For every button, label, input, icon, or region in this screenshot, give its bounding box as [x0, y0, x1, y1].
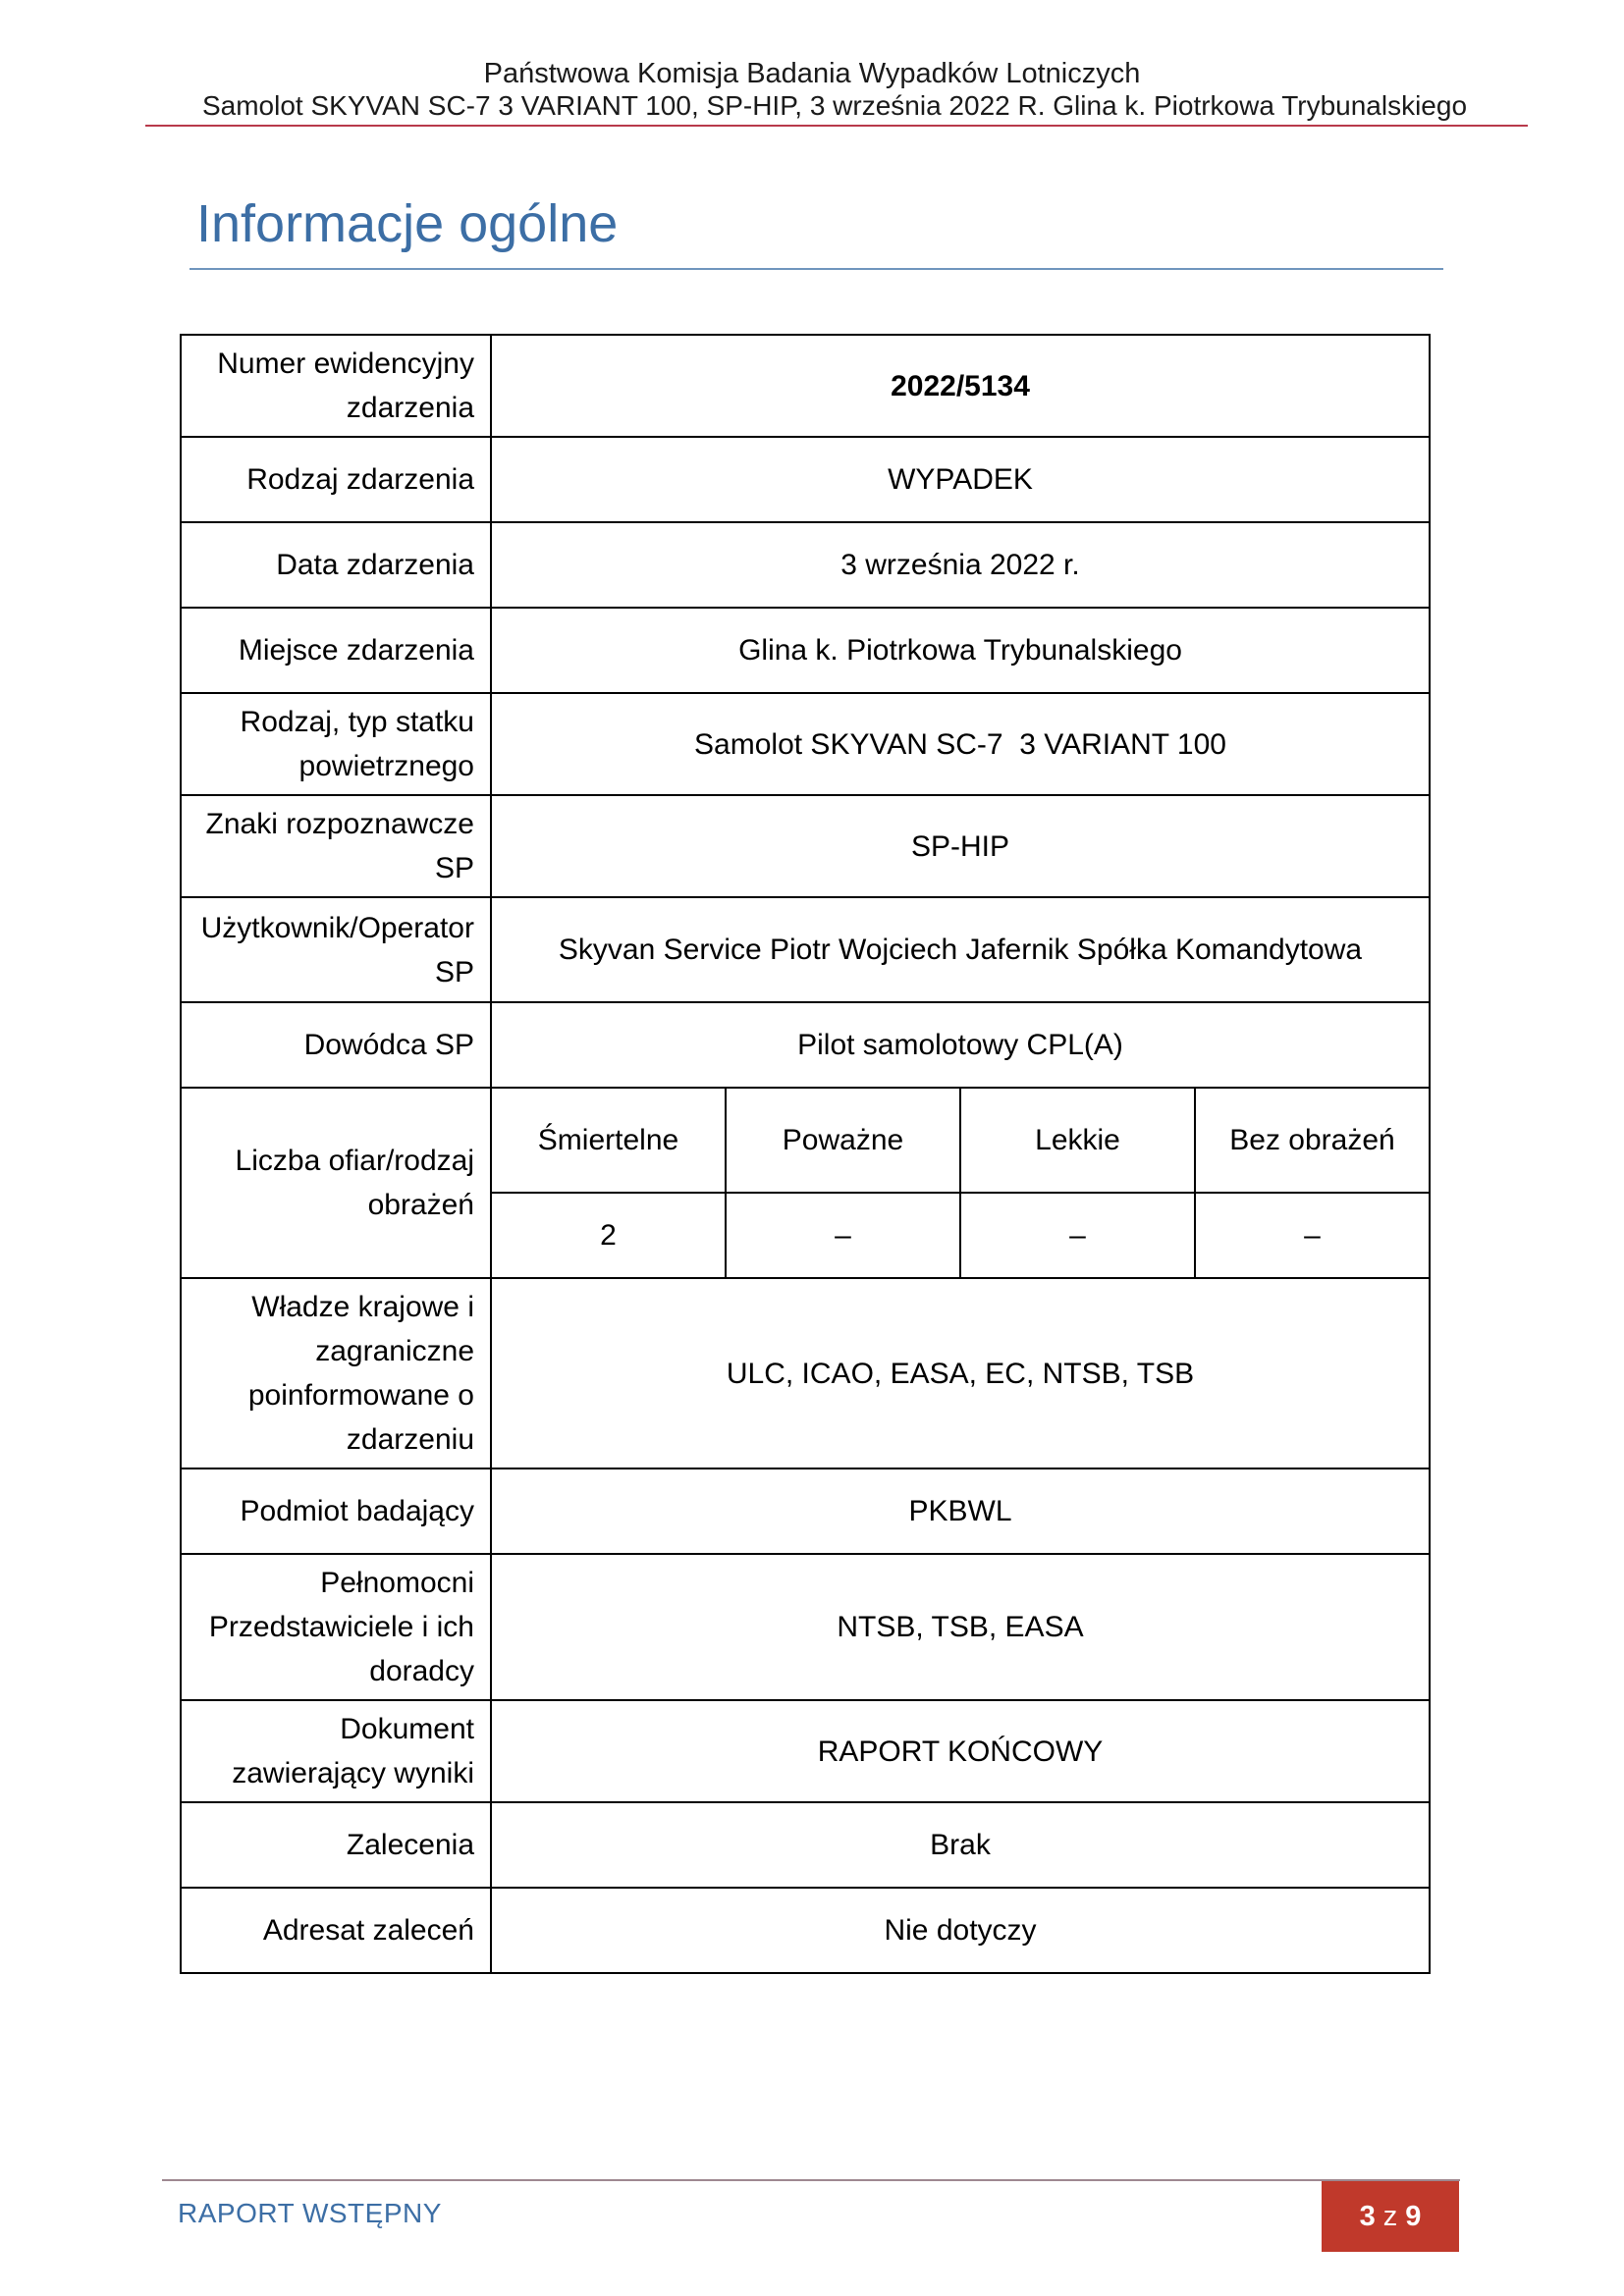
row-label: Podmiot badający [181, 1468, 491, 1554]
row-value: Nie dotyczy [491, 1888, 1430, 1973]
row-label: Adresat zaleceń [181, 1888, 491, 1973]
row-value: RAPORT KOŃCOWY [491, 1700, 1430, 1802]
row-label: Władze krajowe i zagraniczne poinformowane o zdarzeniu [181, 1278, 491, 1468]
row-value: SP-HIP [491, 795, 1430, 897]
row-value-event-number: 2022/5134 [491, 335, 1430, 437]
row-label: Numer ewidencyjny zdarzenia [181, 335, 491, 437]
row-label: Użytkownik/Operator SP [181, 897, 491, 1002]
table-row [181, 335, 1430, 437]
row-value: ULC, ICAO, EASA, EC, NTSB, TSB [491, 1278, 1430, 1468]
header-divider [145, 125, 1528, 127]
row-value: Pilot samolotowy CPL(A) [491, 1002, 1430, 1088]
row-label: Dowódca SP [181, 1002, 491, 1088]
row-value: Samolot SKYVAN SC-7 3 VARIANT 100 [491, 693, 1430, 795]
row-label: Miejsce zdarzenia [181, 608, 491, 693]
row-value: 3 września 2022 r. [491, 522, 1430, 608]
table-row [181, 1802, 1430, 1888]
injury-header-serious: Poważne [726, 1088, 960, 1193]
section-title: Informacje ogólne [196, 194, 619, 253]
footer-report-type: RAPORT WSTĘPNY [178, 2198, 442, 2228]
injury-header-none: Bez obrażeń [1195, 1088, 1430, 1193]
table-row [181, 1002, 1430, 1088]
injury-header-fatal: Śmiertelne [491, 1088, 726, 1193]
row-value: Glina k. Piotrkowa Trybunalskiego [491, 608, 1430, 693]
title-divider [189, 268, 1443, 270]
injury-value-fatal: 2 [491, 1193, 726, 1278]
injury-header-minor: Lekkie [960, 1088, 1195, 1193]
injury-value-none: – [1195, 1193, 1430, 1278]
injury-header-row [181, 1088, 1430, 1193]
injury-value-serious: – [726, 1193, 960, 1278]
row-label: Znaki rozpoznawcze SP [181, 795, 491, 897]
table-row [181, 1888, 1430, 1973]
table-row [181, 522, 1430, 608]
page-number-badge [1322, 2181, 1459, 2252]
page-current: 3 [1359, 2200, 1376, 2232]
row-value: WYPADEK [491, 437, 1430, 522]
row-label: Zalecenia [181, 1802, 491, 1888]
row-label: Data zdarzenia [181, 522, 491, 608]
table-row [181, 1278, 1430, 1468]
row-value: NTSB, TSB, EASA [491, 1554, 1430, 1700]
table-row [181, 795, 1430, 897]
general-info-table [180, 334, 1431, 1974]
row-label: Liczba ofiar/rodzaj obrażeń [181, 1088, 491, 1278]
page-separator: z [1382, 2200, 1398, 2232]
row-value: PKBWL [491, 1468, 1430, 1554]
table-row [181, 437, 1430, 522]
row-label: Rodzaj zdarzenia [181, 437, 491, 522]
row-label: Pełnomocni Przedstawiciele i ich doradcy [181, 1554, 491, 1700]
header-institution: Państwowa Komisja Badania Wypadków Lotniczych [483, 58, 1141, 89]
table-row [181, 897, 1430, 1002]
injury-value-minor: – [960, 1193, 1195, 1278]
row-label: Dokument zawierający wyniki [181, 1700, 491, 1802]
table-row [181, 693, 1430, 795]
header-subtitle: Samolot SKYVAN SC-7 3 VARIANT 100, SP-HIP, 3 września 2022 R. Glina k. Piotrkowa Trybunalskiego [201, 90, 1468, 121]
row-value: Brak [491, 1802, 1430, 1888]
page-total: 9 [1405, 2200, 1422, 2232]
table-row [181, 608, 1430, 693]
row-value: Skyvan Service Piotr Wojciech Jafernik Spółka Komandytowa [491, 897, 1430, 1002]
table-row [181, 1700, 1430, 1802]
table-row [181, 1554, 1430, 1700]
table-row [181, 1468, 1430, 1554]
footer-divider [162, 2179, 1460, 2181]
row-label: Rodzaj, typ statku powietrznego [181, 693, 491, 795]
